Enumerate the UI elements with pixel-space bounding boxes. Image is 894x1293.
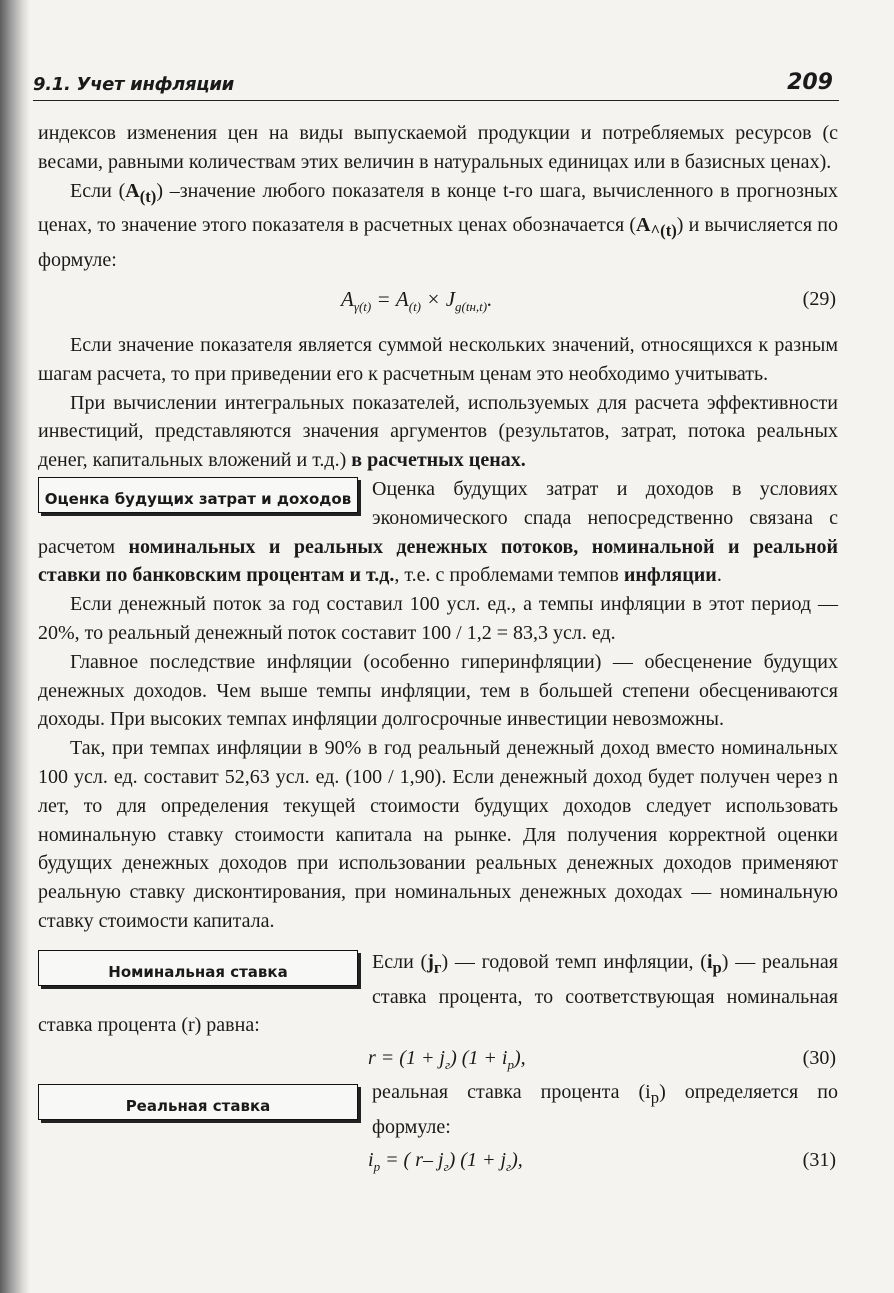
formula-29	[38, 275, 838, 331]
paragraph-5: Оценка будущих затрат и доходов в условиях экономического спада непосредственно связана с расчетом номинальных и реальных денежных потоков, номинальной и реальной ставки по банковским процентам и т.д., т.е. с проблемами темпов инфляции.	[38, 477, 838, 587]
page-header	[33, 66, 839, 101]
page-number: 209	[787, 70, 833, 95]
paragraph-3: Если значение показателя является суммой нескольких значений, относящихся к разным шагам расчета, то при приведении его к расчетным ценам это необходимо учитывать.	[38, 333, 838, 385]
side-box-future-costs: Оценка будущих затрат и доходов	[38, 477, 358, 513]
side-box-nominal-rate: Номинальная ставка	[38, 950, 358, 986]
formula-30	[38, 1044, 838, 1074]
paragraph-8: Так, при темпах инфляции в 90% в год реальный денежный доход вместо номинальных 100 усл. ед. составит 52,63 усл. ед. (100 / 1,90). Если денежный доход будет получен через n лет, то для определения текущей стоимости будущих доходов следует использовать номинальную ставку стоимости капитала на рынке. Для получения корректной оценки будущих денежных доходов при использовании реальных денежных доходов применяют реальную ставку дисконтирования, при номинальных денежных доходах — номинальную ставку стоимости капитала.	[38, 737, 838, 932]
page-body	[38, 119, 838, 1180]
binding-shadow	[0, 0, 30, 1293]
paragraph-7: Главное последствие инфляции (особенно гиперинфляции) — обесценение будущих денежных доходов. Чем выше темпы инфляции, тем в большей степени обесцениваются доходы. При высоких темпах инфляции долгосрочные инвестиции невозможны.	[38, 650, 838, 731]
formula-31	[38, 1146, 838, 1176]
paragraph-4: При вычислении интегральных показателей, используемых для расчета эффективности инвестиций, представляются значения аргументов (результатов, затрат, потока реальных денег, капитальных вложений и т.д.) в расчетных ценах.	[38, 391, 838, 472]
side-box-real-rate: Реальная ставка	[38, 1084, 358, 1120]
formula-29-expression: $A_{\gamma(t)} = A_{(t)} \times J_{g(tн,t)}$.	[341, 286, 493, 315]
formula-29-number: (29)	[802, 287, 836, 310]
paragraph-1: индексов изменения цен на виды выпускаемой продукции и потребляемых ресурсов (с весами, равными количествам этих величин в натуральных единицах или в базисных ценах).	[38, 122, 838, 173]
paragraph-9: Если $(j_г)$ — годовой темп инфляции, $(i_р)$ — реальная ставка процента, то соответствующая номинальная ставка процента (r) равна:	[38, 950, 838, 1037]
paragraph-10: реальная ставка процента $(i_р)$ определяется по формуле:	[372, 1081, 838, 1138]
paragraph-6: Если денежный поток за год составил 100 усл. ед., а темпы инфляции в этот период — 20%, то реальный денежный поток составит 100 / 1,2 = 83,3 усл. ед.	[38, 593, 838, 644]
formula-31-expression: $i_р$ = ( r– $j_г$) $(1 + j_г)$,	[368, 1148, 523, 1174]
running-title: 9.1. Учет инфляции	[33, 74, 234, 95]
formula-30-expression: $r = (1 + j_г)$ $(1 + i_р)$,	[368, 1047, 526, 1073]
formula-31-number: (31)	[802, 1148, 836, 1171]
formula-30-number: (30)	[802, 1047, 836, 1070]
paragraph-2: Если $(A_{(t)})$ –значение любого показателя в конце t-го шага, вычисленного в прогнозных ценах, то значение этого показателя в расчетных ценах обозначается $(A_{\^{}(t)})$ и вычисляется по формуле:	[38, 179, 839, 272]
